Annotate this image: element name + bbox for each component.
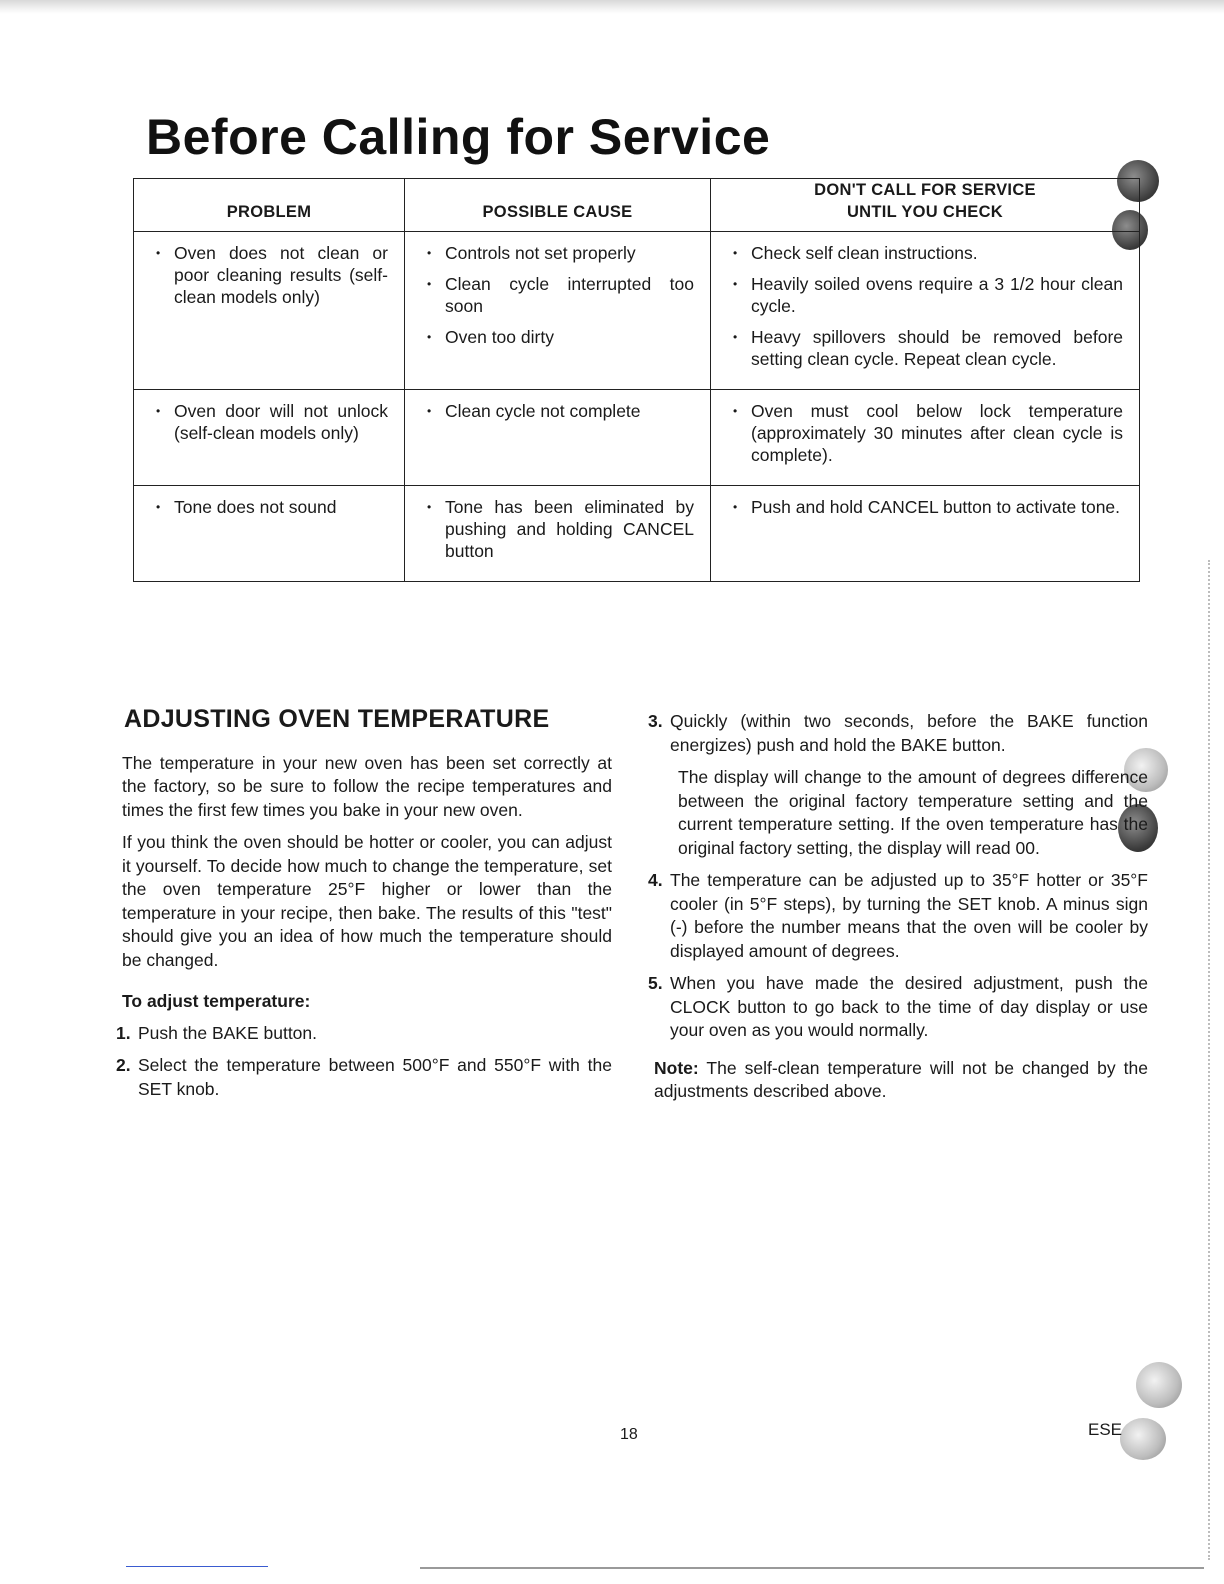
punch-hole-6 [1120, 1418, 1166, 1460]
header-check [711, 179, 1140, 232]
table-header-row [134, 179, 1140, 232]
check-item: • Push and hold CANCEL button to activate tone. [729, 496, 1123, 518]
scan-edge-top [0, 0, 1224, 14]
table-row [134, 390, 1140, 486]
scan-underline [126, 1566, 268, 1567]
check-cell [711, 232, 1140, 390]
scan-edge-right [1192, 560, 1210, 1560]
left-column [116, 705, 612, 1110]
table-row [134, 486, 1140, 582]
problem-cell [134, 390, 405, 486]
subhead-adjust: To adjust temperature: [122, 991, 311, 1011]
note [654, 1057, 1148, 1104]
header-cause: POSSIBLE CAUSE [405, 179, 711, 232]
step-5 [648, 972, 1148, 1043]
problem-item: • Oven does not clean or poor cleaning results (self-clean models only) [152, 242, 388, 308]
cause-item: • Clean cycle interrupted too soon [423, 273, 694, 317]
check-item: • Check self clean instructions. [729, 242, 1123, 264]
problem-cell [134, 486, 405, 582]
right-column [648, 710, 1148, 1121]
step-4 [648, 869, 1148, 963]
intro-paragraph-1: The temperature in your new oven has been set correctly at the factory, so be sure to follow the recipe temperatures and times the first few times you bake in your new oven. [122, 752, 612, 820]
problem-cell [134, 232, 405, 390]
page-number: 18 [620, 1426, 638, 1443]
page-code: ESE [1088, 1420, 1123, 1439]
problem-item: • Oven door will not unlock (self-clean models only) [152, 400, 388, 444]
cause-item: • Oven too dirty [423, 326, 694, 348]
cause-cell [405, 486, 711, 582]
step-number: 3. [648, 711, 663, 731]
step-text: When you have made the desired adjustment, push the CLOCK button to go back to the time of day display or use your oven as you would normally. [670, 973, 1148, 1040]
note-label: Note: [654, 1057, 699, 1078]
header-check-line1: DON'T CALL FOR SERVICE [814, 181, 1036, 199]
step-text: Select the temperature between 500°F and 550°F with the SET knob. [138, 1055, 612, 1099]
step-text: Push the BAKE button. [138, 1022, 318, 1043]
check-item: • Heavy spillovers should be removed before setting clean cycle. Repeat clean cycle. [729, 326, 1123, 370]
step-2 [116, 1054, 612, 1101]
step-number: 1. [116, 1022, 131, 1043]
problem-item: • Tone does not sound [152, 496, 388, 518]
cause-item: • Controls not set properly [423, 242, 694, 264]
step-3-detail: The display will change to the amount of degrees difference between the original factory temperature setting and the current temperature setting. If the oven temperature has the original factory setting, the display will read 00. [678, 767, 1148, 858]
cause-cell [405, 232, 711, 390]
punch-hole-5 [1136, 1362, 1182, 1408]
scan-edge-bottom [420, 1567, 1204, 1569]
step-text: The temperature can be adjusted up to 35°F hotter or 35°F cooler (in 5°F steps), by turning the SET knob. A minus sign (-) before the number means that the oven will be cooler by displayed amount of degrees. [670, 870, 1148, 961]
table-row [134, 232, 1140, 390]
check-cell [711, 390, 1140, 486]
cause-cell [405, 390, 711, 486]
intro-paragraph-2: If you think the oven should be hotter or cooler, you can adjust it yourself. To decide how much to change the temperature, set the oven temperature 25°F higher or lower than the temperature in your recipe, then bake. The results of this "test" should give you an idea of how much the temperature should be changed. [122, 832, 612, 970]
cause-item: • Tone has been eliminated by pushing and holding CANCEL button [423, 496, 694, 562]
check-cell [711, 486, 1140, 582]
check-item: • Oven must cool below lock temperature (approximately 30 minutes after clean cycle is complete). [729, 400, 1123, 466]
note-text: The self-clean temperature will not be changed by the adjustments described above. [654, 1057, 1148, 1101]
page-title: Before Calling for Service [146, 109, 771, 165]
cause-item: • Clean cycle not complete [423, 400, 694, 422]
step-3 [648, 710, 1148, 757]
step-1 [116, 1022, 612, 1046]
step-number: 5. [648, 973, 663, 993]
section-title: ADJUSTING OVEN TEMPERATURE [124, 705, 550, 733]
check-item: • Heavily soiled ovens require a 3 1/2 hour clean cycle. [729, 273, 1123, 317]
header-check-line2: UNTIL YOU CHECK [846, 203, 1004, 221]
step-text: Quickly (within two seconds, before the BAKE function energizes) push and hold the BAKE button. [670, 711, 1148, 755]
step-number: 2. [116, 1055, 131, 1075]
header-problem: PROBLEM [134, 179, 405, 232]
step-number: 4. [648, 870, 663, 890]
troubleshooting-table [133, 178, 1140, 582]
